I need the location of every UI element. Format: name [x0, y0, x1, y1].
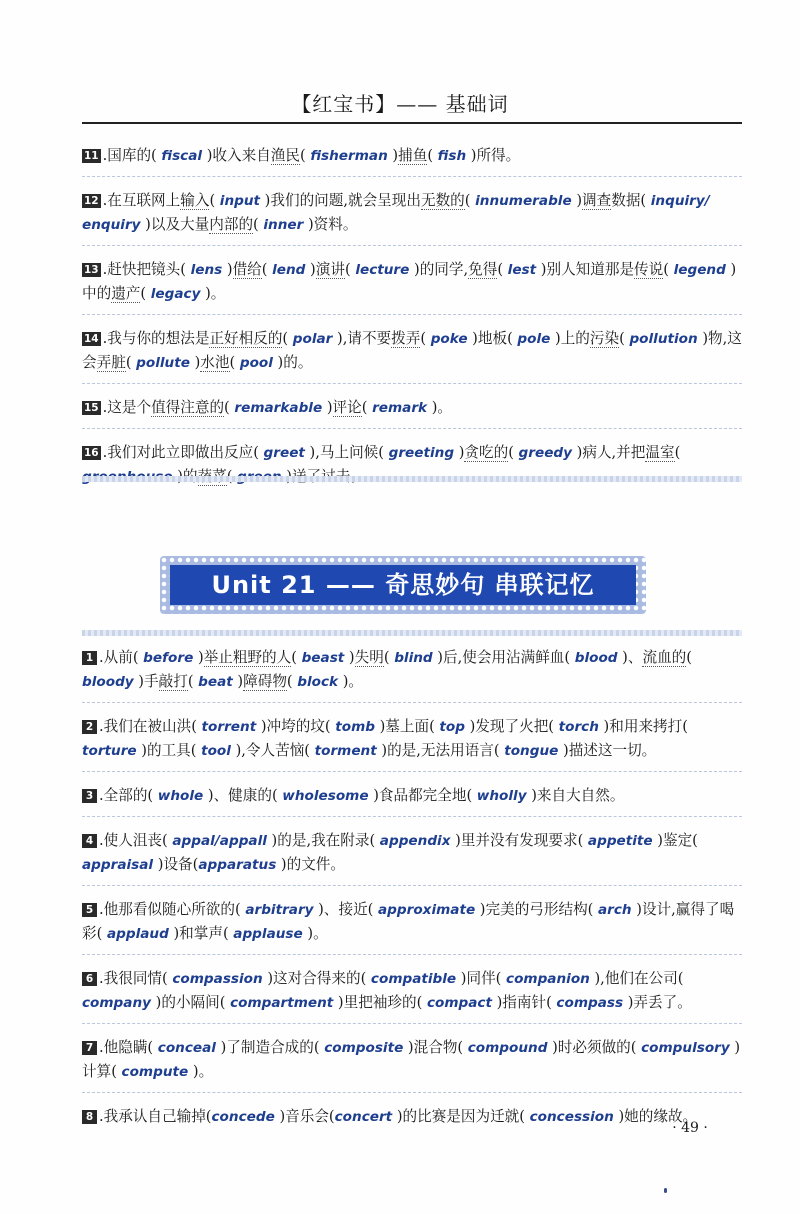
section-2 [82, 642, 742, 1137]
sentence-text: )物,这会 [82, 330, 742, 371]
english-word: fisherman [310, 148, 388, 164]
english-word: approximate [378, 902, 476, 918]
sentence-text: )同伴( [456, 970, 507, 987]
english-word: arbitrary [245, 902, 314, 918]
sentence-text: 他那看似随心所欲的( [103, 901, 246, 918]
english-word: fiscal [161, 148, 203, 164]
sentence-text: )后,使会用沾满鲜血( [432, 649, 575, 666]
english-word: legacy [150, 286, 201, 302]
header-rule [82, 122, 742, 124]
english-word: pollute [136, 355, 190, 371]
keyword-underlined: 无数的 [420, 192, 465, 209]
sentence-text: )。 [302, 925, 328, 942]
english-word: compact [426, 995, 492, 1011]
sentence-text: 我很同情( [103, 970, 173, 987]
sentence-text: )、健康的( [203, 787, 283, 804]
sentence-text: )弄丢了。 [623, 994, 692, 1011]
item-number-dot: . [99, 832, 104, 849]
item-number-dot: . [99, 1039, 104, 1056]
english-word: remarkable [234, 400, 323, 416]
english-word: greeting [388, 445, 455, 461]
sentence-item [82, 1032, 742, 1093]
sentence-text: 我们对此立即做出反应( [107, 444, 264, 461]
sentence-text: 我们在被山洪( [103, 718, 202, 735]
english-word: pole [517, 331, 551, 347]
english-word: concession [529, 1109, 614, 1125]
sentence-text: )手 [133, 673, 159, 690]
english-word: bloody [82, 674, 134, 690]
sentence-text: ( [464, 192, 476, 209]
sentence-text: )的文件。 [276, 856, 345, 873]
english-word: top [439, 719, 465, 735]
english-word: inner [263, 217, 304, 233]
keyword-underlined: 演讲 [315, 261, 345, 278]
sentence-text: ) [305, 261, 316, 278]
english-word: lend [272, 262, 306, 278]
sentence-text: ( [361, 399, 373, 416]
sentence-text: ( [300, 147, 311, 164]
sentence-text: )计算( [82, 1039, 741, 1080]
item-number-dot: . [102, 399, 108, 416]
keyword-underlined: 捕鱼 [398, 147, 428, 164]
sentence-text: )设计,赢得了喝彩( [82, 901, 735, 942]
keyword-underlined: 水池 [200, 354, 230, 371]
item-number-dot: . [99, 970, 104, 987]
sentence-text: 这是个 [107, 399, 152, 416]
sentence-text: ),令人苦恼( [230, 742, 315, 759]
sentence-item [82, 437, 742, 497]
english-word: company [82, 995, 152, 1011]
sentence-text: ) [189, 354, 201, 371]
sentence-text: )的同学, [409, 261, 469, 278]
keyword-underlined: 值得注意的 [151, 399, 225, 416]
sentence-text: )的。 [272, 354, 313, 371]
sentence-text: ) [571, 192, 583, 209]
sentence-text: 国库的( [107, 147, 162, 164]
sentence-text: ) [193, 649, 204, 666]
english-word: remark [372, 400, 428, 416]
sentence-text: ) [387, 147, 399, 164]
keyword-underlined: 流血的 [642, 649, 687, 666]
english-word: greedy [518, 445, 573, 461]
sentence-text: )设备( [153, 856, 199, 873]
unit-title: Unit 21 —— 奇思妙句 串联记忆 [170, 565, 636, 605]
sentence-text: ( [209, 192, 220, 209]
keyword-underlined: 传说 [634, 261, 664, 278]
sentence-item [82, 825, 742, 886]
sentence-text: ( [619, 330, 630, 347]
sentence-text: ( [187, 673, 199, 690]
sentence-text: ) [344, 649, 355, 666]
keyword-underlined: 遗产 [111, 285, 141, 302]
english-word: concert [334, 1109, 393, 1125]
sentence-text: )时必须做的( [547, 1039, 642, 1056]
english-word: blind [394, 650, 433, 666]
sentence-text: ( [291, 649, 302, 666]
english-word: appendix [379, 833, 451, 849]
sentence-text: )墓上面( [374, 718, 440, 735]
sentence-text: )的是,无法用语言( [376, 742, 505, 759]
item-number-dot: . [99, 649, 104, 666]
item-number-badge: 7 [82, 1041, 97, 1055]
item-number-badge: 4 [82, 834, 97, 848]
english-word: tomb [335, 719, 375, 735]
sentence-text: )上的 [550, 330, 590, 347]
sentence-text: ( [224, 399, 235, 416]
sentence-text: )和用来拷打( [598, 718, 688, 735]
english-word: torment [314, 743, 377, 759]
sentence-text: )这对合得来的( [262, 970, 371, 987]
english-word: inquiry/ enquiry [82, 193, 710, 233]
item-number-badge: 6 [82, 972, 97, 986]
keyword-underlined: 失明 [354, 649, 384, 666]
keyword-underlined: 拨弄 [391, 330, 421, 347]
sentence-text: ),马上问候( [304, 444, 389, 461]
sentence-text: ) [454, 444, 465, 461]
keyword-underlined: 温室 [645, 444, 675, 461]
keyword-underlined: 弄脏 [96, 354, 126, 371]
sentence-text: )所得。 [466, 147, 521, 164]
sentence-item [82, 185, 742, 246]
english-word: beat [198, 674, 233, 690]
page-header-title: 【红宝书】—— 基础词 [291, 92, 509, 116]
sentence-text: 赶快把镜头( [107, 261, 191, 278]
sentence-text: )、接近( [313, 901, 378, 918]
keyword-underlined: 调查 [582, 192, 612, 209]
sentence-item [82, 711, 742, 772]
sentence-text: ( [253, 216, 264, 233]
sentence-item [82, 392, 742, 429]
sentence-text: )以及大量 [140, 216, 210, 233]
sentence-text: ),他们在公司( [589, 970, 684, 987]
sentence-text: ) [322, 399, 333, 416]
sentence-text: )收入来自 [202, 147, 271, 164]
english-word: before [143, 650, 194, 666]
keyword-underlined: 贪吃的 [464, 444, 509, 461]
sentence-text: ) [232, 673, 244, 690]
sentence-text: )了制造合成的( [215, 1039, 325, 1056]
item-number-dot: . [99, 718, 104, 735]
keyword-underlined: 免得 [468, 261, 498, 278]
sentence-text: ( [674, 444, 681, 461]
english-word: applaud [106, 926, 169, 942]
keyword-underlined: 举止粗野的人 [203, 649, 292, 666]
english-word: block [297, 674, 339, 690]
sentence-text: )里把袖珍的( [333, 994, 427, 1011]
item-number-dot: . [99, 1108, 104, 1125]
sentence-text: )中的 [82, 261, 737, 302]
sentence-item [82, 780, 742, 817]
sentence-text: 在互联网上 [107, 192, 181, 209]
sentence-text: ( [140, 285, 151, 302]
item-number-badge: 13 [84, 264, 99, 276]
english-word: polar [292, 331, 333, 347]
sentence-text: )我们的问题,就会呈现出 [260, 192, 421, 209]
english-word: compound [467, 1040, 548, 1056]
english-word: conceal [157, 1040, 216, 1056]
english-word: poke [430, 331, 468, 347]
english-word: wholesome [282, 788, 369, 804]
english-word: tool [201, 743, 231, 759]
english-word: innumerable [475, 193, 572, 209]
item-number-dot: . [99, 901, 104, 918]
sentence-text: ( [282, 330, 293, 347]
sentence-text: )指南针( [491, 994, 557, 1011]
english-word: arch [598, 902, 632, 918]
english-word: legend [673, 262, 726, 278]
english-word: torrent [201, 719, 257, 735]
sentence-text: )音乐会( [274, 1108, 335, 1125]
sentence-item [82, 894, 742, 955]
item-number-dot: . [102, 330, 108, 347]
english-word: compute [121, 1064, 189, 1080]
section-1-band [82, 476, 742, 482]
keyword-underlined: 敲打 [158, 673, 188, 690]
sentence-text: )和掌声( [168, 925, 234, 942]
section-2-band [82, 630, 742, 636]
unit-banner [160, 556, 646, 614]
keyword-underlined: 评论 [332, 399, 362, 416]
sentence-text: )资料。 [303, 216, 358, 233]
item-number-dot: . [102, 444, 108, 461]
sentence-text: )。 [338, 673, 364, 690]
sentence-text: ( [125, 354, 137, 371]
english-word: composite [324, 1040, 404, 1056]
english-word: whole [157, 788, 204, 804]
sentence-text: ( [383, 649, 395, 666]
sentence-text: )她的缘故。 [613, 1108, 698, 1125]
english-word: concede [211, 1109, 275, 1125]
english-word: torture [82, 743, 137, 759]
sentence-text: )鉴定( [652, 832, 698, 849]
item-number-badge: 15 [84, 402, 99, 414]
english-word: companion [506, 971, 590, 987]
sentence-text: ) [222, 261, 233, 278]
sentence-text: )病人,并把 [572, 444, 646, 461]
item-number-badge: 3 [82, 789, 97, 803]
keyword-underlined: 内部的 [209, 216, 254, 233]
ink-speck [664, 1188, 667, 1193]
sentence-text: )描述这一切。 [558, 742, 657, 759]
sentence-text: )、 [617, 649, 643, 666]
english-word: compartment [230, 995, 334, 1011]
sentence-text: ( [497, 261, 508, 278]
sentence-text: 我与你的想法是 [107, 330, 210, 347]
english-word: beast [301, 650, 345, 666]
english-word: pollution [629, 331, 698, 347]
sentence-text: )混合物( [403, 1039, 468, 1056]
english-word: compassion [172, 971, 263, 987]
sentence-text: ( [663, 261, 674, 278]
english-word: appraisal [82, 857, 154, 873]
english-word: compulsory [641, 1040, 730, 1056]
page-number: · 49 · [672, 1120, 708, 1136]
keyword-underlined: 输入 [180, 192, 210, 209]
sentence-text: ( [427, 147, 438, 164]
sentence-text: ( [261, 261, 273, 278]
sentence-item [82, 254, 742, 315]
english-word: input [219, 193, 261, 209]
english-word: apparatus [198, 857, 277, 873]
item-number-badge: 5 [82, 903, 97, 917]
sentence-text: )里并没有发现要求( [450, 832, 588, 849]
sentence-text: 我承认自己输掉( [103, 1108, 212, 1125]
english-word: lens [190, 262, 223, 278]
item-number-badge: 14 [84, 333, 99, 345]
sentence-item [82, 642, 742, 703]
sentence-text: ( [344, 261, 356, 278]
sentence-text: )的小隔间( [151, 994, 231, 1011]
sentence-text: )。 [200, 285, 226, 302]
sentence-text: )的工具( [136, 742, 202, 759]
sentence-text: )发现了火把( [465, 718, 559, 735]
item-number-dot: . [102, 192, 108, 209]
sentence-text: )。 [427, 399, 453, 416]
sentence-text: )别人知道那是 [536, 261, 635, 278]
item-number-dot: . [102, 147, 108, 164]
sentence-text: ),请不要 [332, 330, 392, 347]
sentence-item [82, 323, 742, 384]
keyword-underlined: 障碍物 [243, 673, 287, 690]
sentence-text: )冲垮的坟( [256, 718, 336, 735]
english-word: wholly [476, 788, 527, 804]
english-word: greet [263, 445, 305, 461]
english-word: fish [437, 148, 467, 164]
english-word: appetite [587, 833, 653, 849]
sentence-text: )食品都完全地( [368, 787, 477, 804]
sentence-text: 他隐瞒( [103, 1039, 158, 1056]
sentence-text: ( [286, 673, 298, 690]
english-word: lest [507, 262, 537, 278]
sentence-text: 数据( [611, 192, 651, 209]
keyword-underlined: 正好相反的 [209, 330, 283, 347]
item-number-badge: 2 [82, 720, 97, 734]
item-number-badge: 8 [82, 1110, 97, 1124]
item-number-dot: . [102, 261, 108, 278]
item-number-badge: 1 [82, 651, 97, 665]
sentence-item [82, 140, 742, 177]
keyword-underlined: 污染 [589, 330, 620, 347]
item-number-dot: . [99, 787, 104, 804]
sentence-item [82, 963, 742, 1024]
sentence-text: ( [686, 649, 692, 666]
sentence-text: )完美的弓形结构( [475, 901, 598, 918]
sentence-text: )的比赛是因为迁就( [392, 1108, 530, 1125]
sentence-text: )。 [188, 1063, 214, 1080]
item-number-badge: 12 [84, 195, 99, 207]
english-word: tongue [504, 743, 559, 759]
sentence-text: )地板( [467, 330, 518, 347]
english-word: blood [574, 650, 618, 666]
english-word: torch [558, 719, 599, 735]
english-word: appal/appall [172, 833, 267, 849]
english-word: compass [556, 995, 624, 1011]
section-1 [82, 140, 742, 497]
sentence-text: )来自大自然。 [526, 787, 625, 804]
sentence-text: 从前( [103, 649, 144, 666]
english-word: lecture [355, 262, 410, 278]
english-word: applause [233, 926, 303, 942]
english-word: compatible [370, 971, 457, 987]
keyword-underlined: 借给 [232, 261, 262, 278]
sentence-text: 全部的( [103, 787, 158, 804]
sentence-text: ( [508, 444, 519, 461]
keyword-underlined: 渔民 [270, 147, 300, 164]
item-number-badge: 11 [84, 150, 99, 162]
sentence-text: ( [229, 354, 240, 371]
sentence-text: ( [420, 330, 431, 347]
sentence-text: )的是,我在附录( [266, 832, 380, 849]
english-word: pool [239, 355, 273, 371]
item-number-badge: 16 [84, 447, 99, 459]
sentence-text: 使人沮丧( [103, 832, 173, 849]
